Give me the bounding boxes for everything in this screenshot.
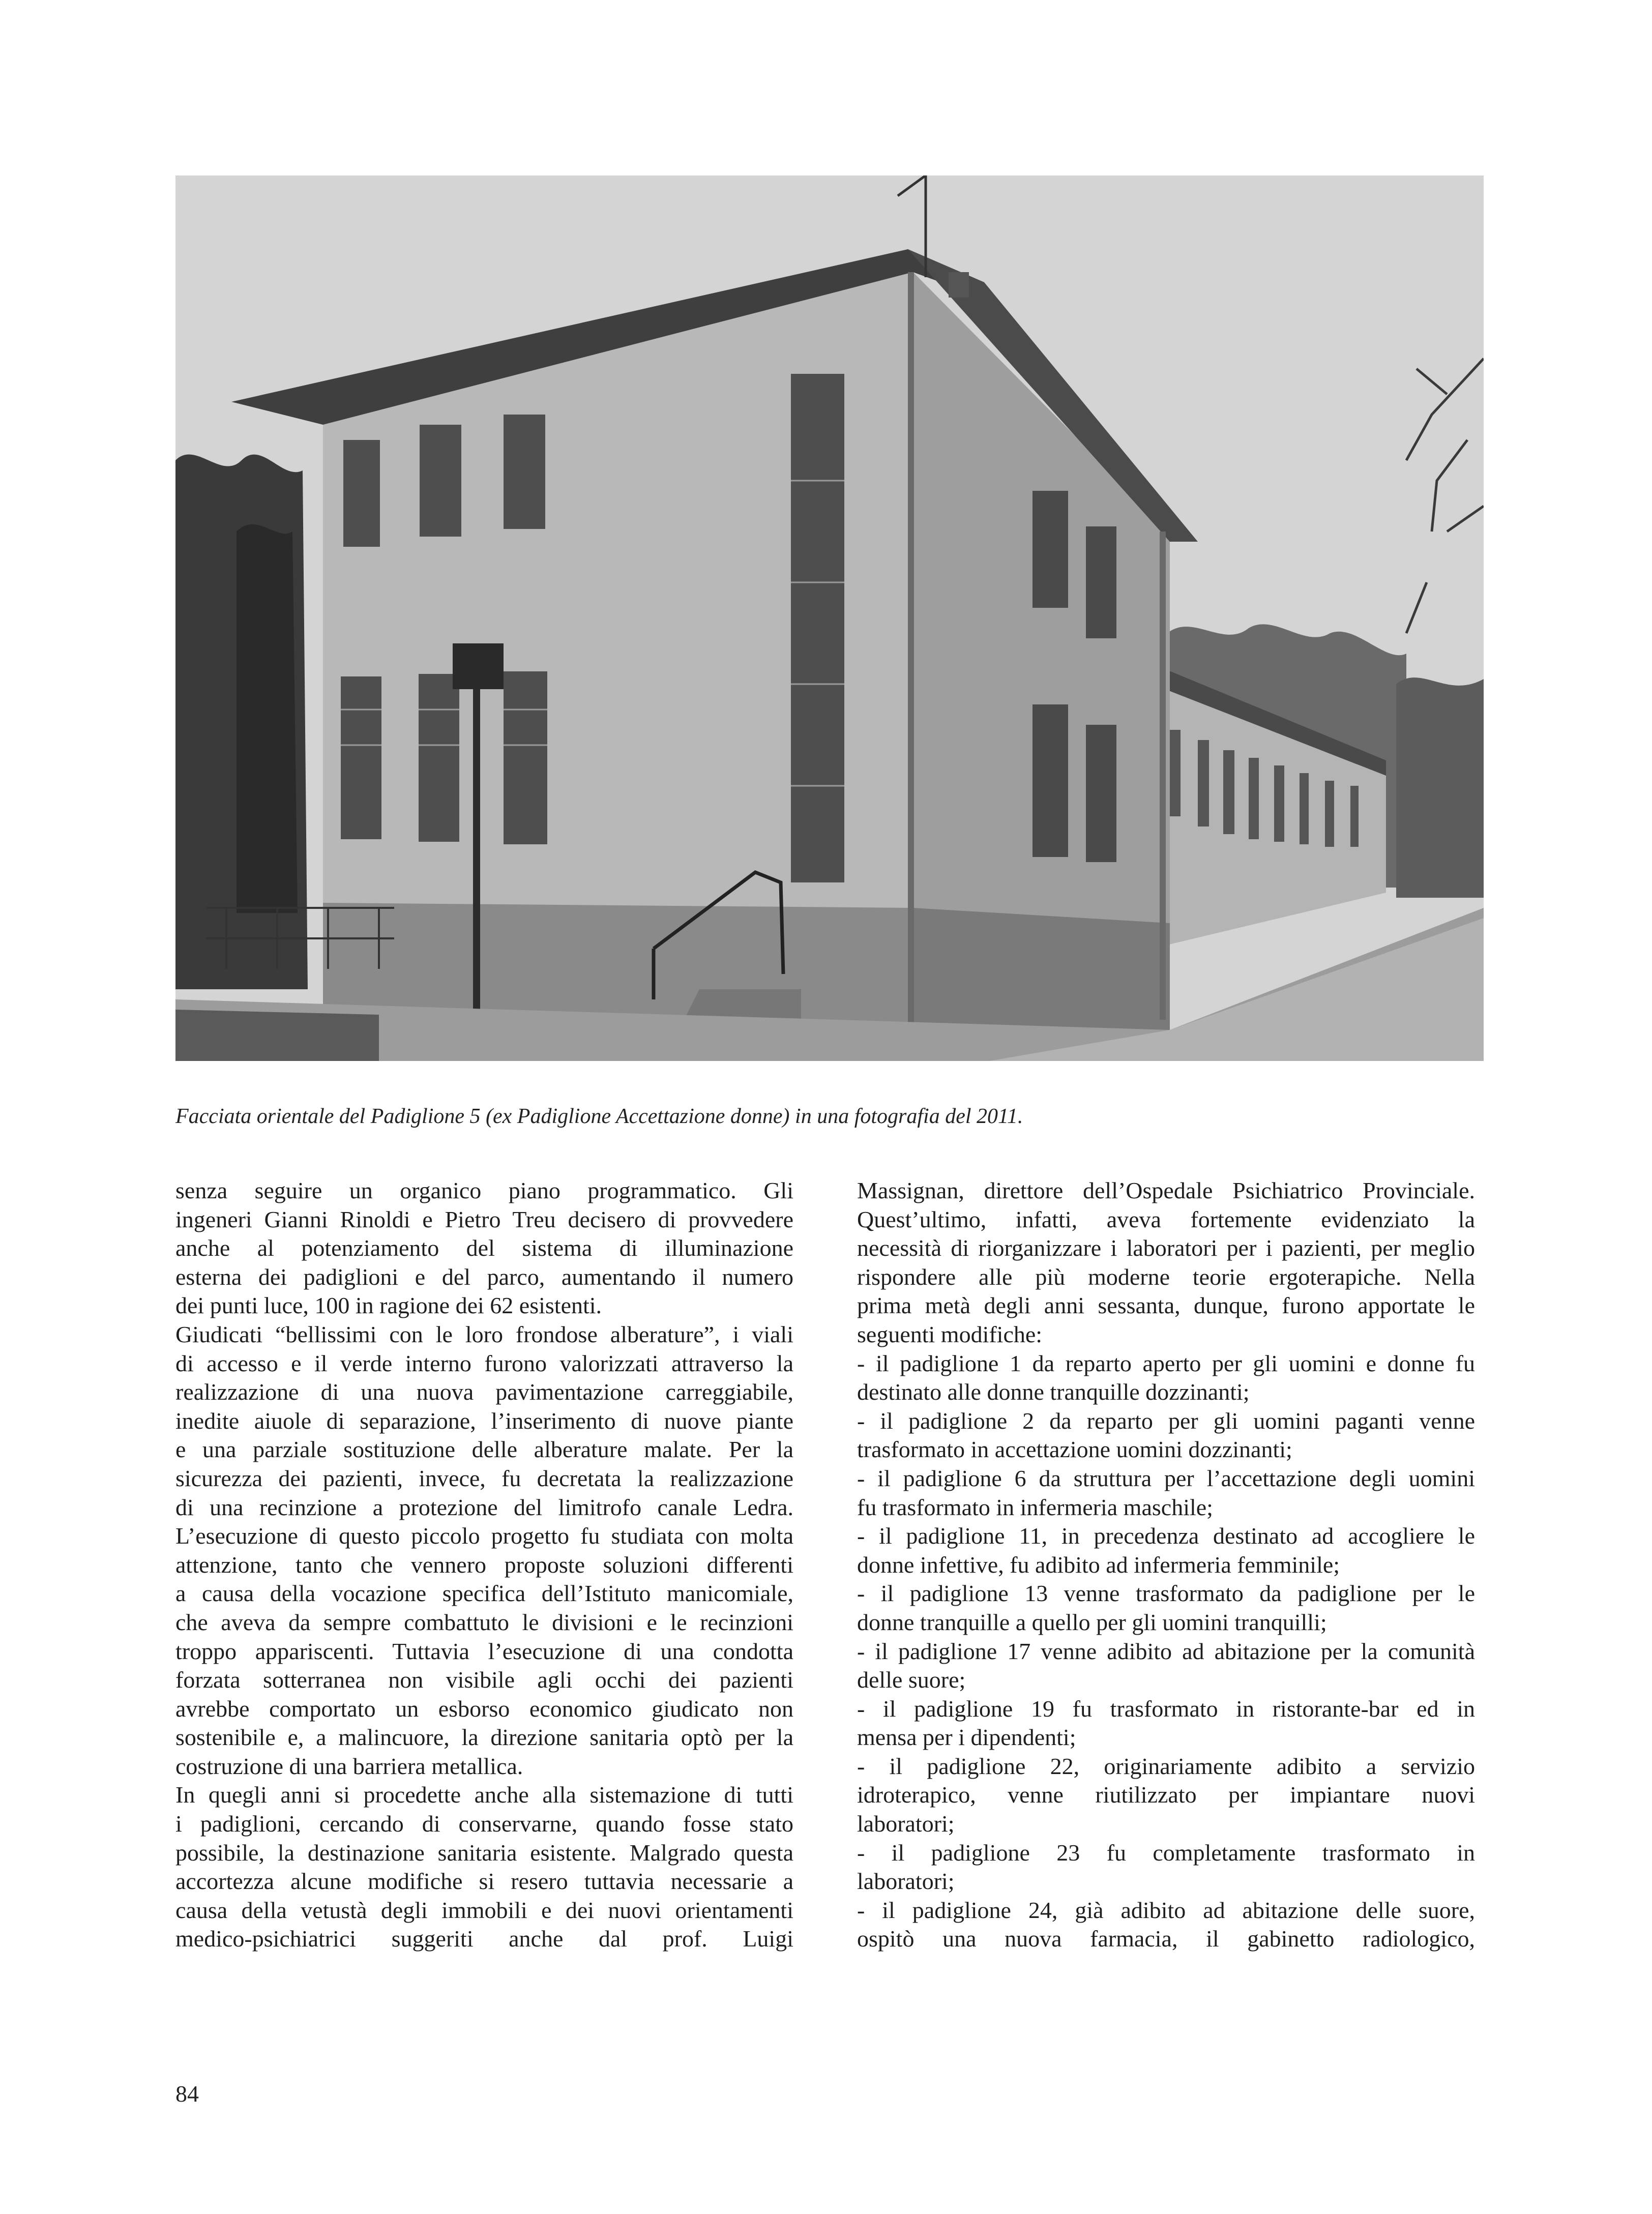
list-item: - il padiglione 6 da struttura per l’accettazione degli uomini [857, 1465, 1475, 1491]
building-photograph [175, 175, 1484, 1061]
text-line: laboratori; [857, 1811, 955, 1837]
list-item: - il padiglione 17 venne adibito ad abitazione per la comunità [857, 1638, 1475, 1664]
text-line: sicurezza dei pazienti, invece, fu decretata la realizzazione [175, 1465, 793, 1491]
list-item: - il padiglione 19 fu trasformato in ristorante-bar ed in [857, 1695, 1475, 1722]
text-line: ospitò una nuova farmacia, il gabinetto radiologico, [857, 1926, 1475, 1952]
list-item: - il padiglione 22, originariamente adibito a servizio [857, 1753, 1475, 1779]
text-line: donne infettive, fu adibito ad infermeria femminile; [857, 1551, 1340, 1578]
text-line: realizzazione di una nuova pavimentazione carreggiabile, [175, 1379, 793, 1405]
text-line: e una parziale sostituzione delle alberature malate. Per la [175, 1436, 793, 1463]
figure-caption: Facciata orientale del Padiglione 5 (ex Padiglione Accettazione donne) in una fotografia del 2011. [175, 1105, 1023, 1128]
text-line: L’esecuzione di questo piccolo progetto fu studiata con molta [175, 1523, 793, 1549]
text-line: Giudicati “bellissimi con le loro frondose alberature”, i viali [175, 1321, 793, 1347]
text-line: sostenibile e, a malincuore, la direzione sanitaria optò per la [175, 1724, 793, 1751]
text-line: seguenti modifiche: [857, 1321, 1043, 1347]
text-line: senza seguire un organico piano programmatico. Gli [175, 1177, 793, 1203]
text-line: mensa per i dipendenti; [857, 1724, 1076, 1751]
text-line: ingeneri Gianni Rinoldi e Pietro Treu decisero di provvedere [175, 1206, 793, 1232]
text-line: fu trasformato in infermeria maschile; [857, 1494, 1213, 1520]
list-item: - il padiglione 11, in precedenza destinato ad accogliere le [857, 1523, 1475, 1549]
text-line: causa della vetustà degli immobili e dei nuovi orientamenti [175, 1897, 793, 1923]
text-line: medico-psichiatrici suggeriti anche dal prof. Luigi [175, 1926, 793, 1952]
text-line: possibile, la destinazione sanitaria esistente. Malgrado questa [175, 1839, 793, 1866]
text-line: di accesso e il verde interno furono valorizzati attraverso la [175, 1350, 793, 1376]
text-line: delle suore; [857, 1667, 966, 1693]
left-text-column [175, 1176, 793, 1954]
text-line: troppo appariscenti. Tuttavia l’esecuzione di una condotta [175, 1638, 793, 1664]
right-text-column [857, 1176, 1475, 1954]
text-line: rispondere alle più moderne teorie ergoterapiche. Nella [857, 1263, 1475, 1290]
text-line: esterna dei padiglioni e del parco, aumentando il numero [175, 1263, 793, 1290]
text-line: avrebbe comportato un esborso economico giudicato non [175, 1695, 793, 1722]
text-line: prima metà degli anni sessanta, dunque, furono apportate le [857, 1292, 1475, 1319]
pavilion-5-facade-photo [175, 175, 1484, 1061]
text-line: trasformato in accettazione uomini dozzinanti; [857, 1436, 1292, 1463]
text-line: che aveva da sempre combattuto le divisioni e le recinzioni [175, 1609, 793, 1635]
list-item: - il padiglione 13 venne trasformato da padiglione per le [857, 1580, 1475, 1607]
text-line: laboratori; [857, 1868, 955, 1895]
text-line: a causa della vocazione specifica dell’Istituto manicomiale, [175, 1580, 793, 1607]
text-line: inedite aiuole di separazione, l’inserimento di nuove piante [175, 1407, 793, 1434]
text-line: accortezza alcune modifiche si resero tuttavia necessarie a [175, 1868, 793, 1895]
text-line: costruzione di una barriera metallica. [175, 1753, 523, 1779]
text-line: forzata sotterranea non visibile agli occhi dei pazienti [175, 1667, 793, 1693]
text-line: anche al potenziamento del sistema di illuminazione [175, 1235, 793, 1261]
text-line: In quegli anni si procedette anche alla sistemazione di tutti [175, 1782, 793, 1808]
text-line: necessità di riorganizzare i laboratori per i pazienti, per meglio [857, 1235, 1475, 1261]
list-item: - il padiglione 23 fu completamente trasformato in [857, 1839, 1475, 1866]
list-item: - il padiglione 2 da reparto per gli uomini paganti venne [857, 1407, 1475, 1434]
text-line: destinato alle donne tranquille dozzinanti; [857, 1379, 1250, 1405]
text-line: Quest’ultimo, infatti, aveva fortemente evidenziato la [857, 1206, 1475, 1232]
text-line: idroterapico, venne riutilizzato per impiantare nuovi [857, 1782, 1475, 1808]
text-line: donne tranquille a quello per gli uomini tranquilli; [857, 1609, 1327, 1635]
list-item: - il padiglione 24, già adibito ad abitazione delle suore, [857, 1897, 1475, 1923]
text-line: di una recinzione a protezione del limitrofo canale Ledra. [175, 1494, 793, 1520]
text-line: attenzione, tanto che vennero proposte soluzioni differenti [175, 1551, 793, 1578]
page-number: 84 [175, 2081, 199, 2107]
list-item: - il padiglione 1 da reparto aperto per gli uomini e donne fu [857, 1350, 1475, 1376]
text-line: dei punti luce, 100 in ragione dei 62 esistenti. [175, 1292, 602, 1319]
text-line: Massignan, direttore dell’Ospedale Psichiatrico Provinciale. [857, 1177, 1475, 1203]
text-line: i padiglioni, cercando di conservarne, quando fosse stato [175, 1811, 793, 1837]
